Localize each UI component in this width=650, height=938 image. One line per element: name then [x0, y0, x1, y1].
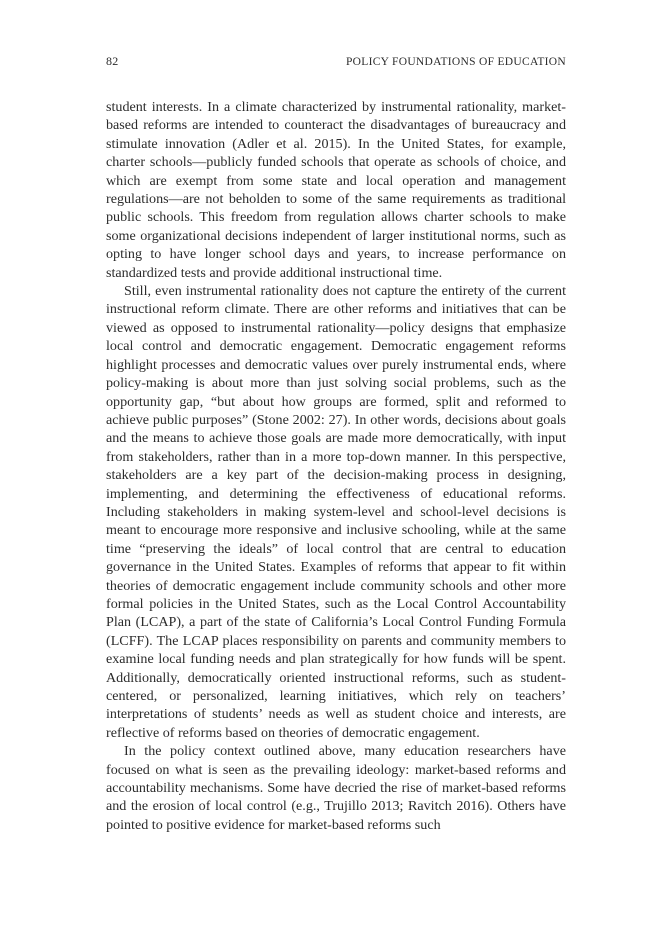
book-page	[106, 54, 566, 834]
body-text	[106, 98, 566, 834]
running-header	[106, 54, 566, 72]
running-title: POLICY FOUNDATIONS OF EDUCATION	[345, 56, 566, 68]
paragraph-continued: student interests. In a climate characterized by instrumental rationality, market-based reforms are intended to counteract the disadvantages of bureaucracy and stimulate innovation (Adler et al. 2015). In the United States, for example, charter schools—publicly funded schools that operate as schools of choice, and which are exempt from some state and local operation and management regulations—are not beholden to some of the same requirements as traditional public schools. This freedom from regulation allows charter schools to make some organizational decisions independent of larger institutional norms, such as opting to have longer school days and years, to increase performance on standardized tests and provide additional instructional time.	[106, 99, 566, 281]
paragraph-policy-context: In the policy context outlined above, many education researchers have focused on what is seen as the prevailing ideology: market-based reforms and accountability mechanisms. Some have decried the rise of market-based reforms and the erosion of local control (e.g., Trujillo 2013; Ravitch 2016). Others have pointed to positive evidence for market-based reforms such	[106, 743, 566, 833]
page-number: 82	[106, 54, 119, 68]
paragraph-democratic-engagement: Still, even instrumental rationality does not capture the entirety of the current instructional reform climate. There are other reforms and initiatives that can be viewed as opposed to instrumental rationality—policy designs that emphasize local control and democratic engagement. Democratic engagement reforms highlight processes and democratic values over purely instrumental ends, where policy-making is about more than just solving social problems, such as the opportunity gap, “but about how groups are formed, split and reformed to achieve public purposes” (Stone 2002: 27). In other words, decisions about goals and the means to achieve those goals are made more democratically, with input from stakeholders, rather than in a more top-down manner. In this perspective, stakeholders are a key part of the decision-making process in designing, implementing, and determining the effectiveness of educational reforms. Including stakeholders in making system-level and school-level decisions is meant to encourage more responsive and inclusive schooling, while at the same time “preserving the ideals” of local control that are central to education governance in the United States. Examples of reforms that appear to fit within theories of democratic engagement include community schools and other more formal policies in the United States, such as the Local Control Accountability Plan (LCAP), a part of the state of California’s Local Control Funding Formula (LCFF). The LCAP places responsibility on parents and community members to examine local funding needs and plan strategically for how funds will be spent. Additionally, democratically oriented instructional reforms, such as student-centered, or personalized, learning initiatives, which rely on teachers’ interpretations of students’ needs as well as student choice and interests, are reflective of reforms based on theories of democratic engagement.	[106, 283, 566, 741]
